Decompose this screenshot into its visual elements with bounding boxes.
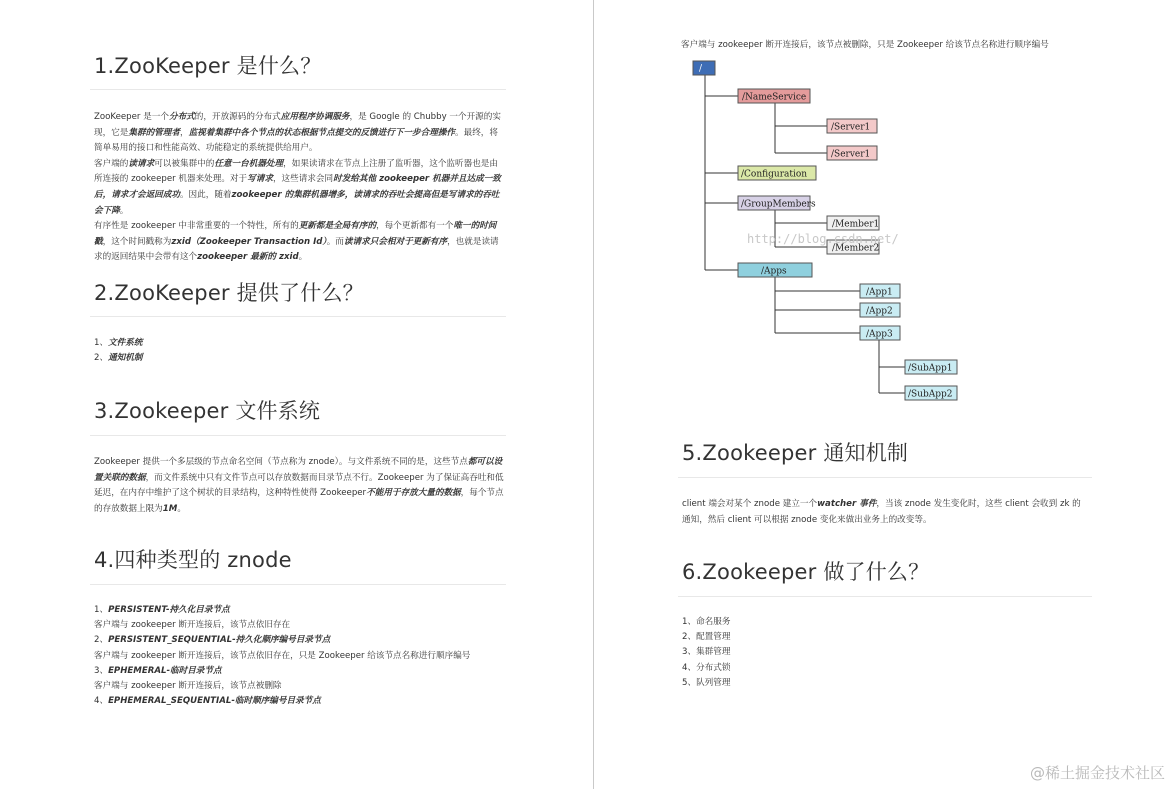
emphasis-text: zxid（Zookeeper Transaction Id） <box>171 236 327 247</box>
body-text: ，而文件系统中只有文件节点可以存放数据而目录节点不行。Zookeeper 为了保证高吞吐和低延迟，在内存中维护了这个树状的目录结构，这种特性使得 Zookeeper <box>94 472 504 499</box>
svg-text:/: / <box>699 64 703 74</box>
section-2-list <box>94 336 142 366</box>
tree-node-subapp2 <box>905 386 957 400</box>
right-top-line: 客户端与 zookeeper 断开连接后，该节点被删除，只是 Zookeeper 给该节点名称进行顺序编号 <box>681 40 1049 50</box>
list-item-number: 2、 <box>94 353 109 364</box>
list-item-number: 3、 <box>682 647 697 658</box>
list-item <box>94 694 470 709</box>
tree-node-server1-b <box>827 146 877 160</box>
emphasis-text: 分布式 <box>168 112 195 122</box>
body-text: 。 <box>119 205 129 216</box>
body-text: Zookeeper 提供一个多层级的节点命名空间（节点称为 znode）。与文件系统不同的是，这些节点 <box>94 457 468 467</box>
section-1-para-1 <box>94 110 506 157</box>
znode-tree-diagram <box>595 0 1173 420</box>
svg-text:/App3: /App3 <box>866 329 893 340</box>
list-item-number: 2、 <box>682 632 697 643</box>
list-item-number: 5、 <box>682 677 697 688</box>
list-item <box>94 351 142 366</box>
section-1-title: 1.ZooKeeper 是什么？ <box>94 54 322 78</box>
section-1-para-3 <box>94 219 506 266</box>
section-5-body <box>682 497 1087 528</box>
body-text: 客户端的 <box>94 158 129 169</box>
svg-text:/NameService: /NameService <box>742 92 807 103</box>
list-item-text: EPHEMERAL_SEQUENTIAL-临时顺序编号目录节点 <box>108 696 321 707</box>
section-5-title: 5.Zookeeper 通知机制 <box>682 441 909 465</box>
emphasis-text: 都可以设置关联的数据 <box>94 457 503 483</box>
body-text: ，当该 znode 发生变化时，这些 client 会收到 zk 的通知，然后 client 可以根据 znode 变化来做出业务上的改变等。 <box>682 499 1081 525</box>
tree-node-app3 <box>860 326 900 340</box>
list-item <box>94 664 470 679</box>
body-text: 的，开放源码的分布式 <box>194 112 281 122</box>
body-text: ，这些请求会同 <box>272 174 334 185</box>
body-text: ，是 Google 的 Chubby 一个开源的实现，它是 <box>94 112 501 138</box>
list-item-text: PERSISTENT_SEQUENTIAL-持久化顺序编号目录节点 <box>108 635 331 646</box>
section-3-title: 3.Zookeeper 文件系统 <box>94 399 321 423</box>
section-4-rule <box>90 584 506 585</box>
svg-text:/App1: /App1 <box>866 287 893 298</box>
list-item-number: 1、 <box>682 617 697 627</box>
emphasis-text: 时发给其他 zookeeper 机器并且达成一致后，请求才会返回成功 <box>94 174 501 200</box>
emphasis-text: zookeeper 的集群机器增多，读请求的吞吐会提高但是写请求的吞吐会下降 <box>94 189 500 216</box>
section-1-para-2 <box>94 157 506 219</box>
list-item <box>682 615 730 630</box>
section-3-para <box>94 455 506 517</box>
body-text: 。 <box>177 503 186 514</box>
list-item-number: 1、 <box>94 338 109 348</box>
tree-node-configuration <box>738 166 816 180</box>
tree-node-server1-a <box>827 119 877 133</box>
tree-node-nameservice <box>738 89 810 103</box>
section-3-body <box>94 455 506 517</box>
tree-node-subapp1 <box>905 360 957 374</box>
section-4-list <box>94 603 470 709</box>
svg-text:/Configuration: /Configuration <box>741 169 808 180</box>
emphasis-text: 任意一台机器处理 <box>214 158 284 169</box>
section-2-title: 2.ZooKeeper 提供了什么？ <box>94 281 364 305</box>
right-page <box>595 0 1173 789</box>
svg-text:/App2: /App2 <box>866 306 893 317</box>
tree-node-app1 <box>860 284 900 298</box>
svg-text:/SubApp2: /SubApp2 <box>908 389 953 400</box>
svg-text:/Member1: /Member1 <box>832 219 880 230</box>
emphasis-text: 1M <box>162 503 178 514</box>
emphasis-text: 唯一的时间戳 <box>94 221 497 247</box>
tree-node-groupmembers <box>738 196 816 210</box>
list-item <box>682 661 730 676</box>
list-item <box>94 633 470 648</box>
body-text: ，每个更新都有一个 <box>376 221 454 232</box>
list-item-text: 队列管理 <box>696 677 731 688</box>
svg-text:/SubApp1: /SubApp1 <box>908 363 953 374</box>
tree-node-app2 <box>860 303 900 317</box>
list-item <box>94 649 470 664</box>
emphasis-text: 不能用于存放大量的数据 <box>366 488 461 499</box>
list-item-text: 命名服务 <box>696 617 731 627</box>
body-text: 。 <box>298 252 308 263</box>
emphasis-text: 更新都是全局有序的 <box>298 221 377 232</box>
list-item <box>94 618 470 633</box>
list-item-number: 1、 <box>94 605 109 615</box>
svg-text:/Server1: /Server1 <box>831 122 871 133</box>
section-1-body <box>94 110 506 266</box>
section-4-title: 4.四种类型的 znode <box>94 548 292 572</box>
tree-node-apps <box>738 263 812 277</box>
svg-text:/Server1: /Server1 <box>831 149 871 160</box>
list-item-text: 配置管理 <box>696 632 731 643</box>
body-text: ，这个时间戳称为 <box>102 236 172 247</box>
body-text: 有序性是 zookeeper 中非常重要的一个特性，所有的 <box>94 221 299 232</box>
emphasis-text: zookeeper 最新的 zxid <box>197 252 299 263</box>
emphasis-text: 监视着集群中各个节点的状态根据节点提交的反馈进行下一步合理操作 <box>188 127 455 138</box>
list-item-text: EPHEMERAL-临时目录节点 <box>108 665 222 676</box>
corner-watermark: @稀土掘金技术社区 <box>1029 764 1165 782</box>
section-5-rule <box>678 477 1092 478</box>
list-item-text: 客户端与 zookeeper 断开连接后，该节点依旧存在，只是 Zookeeper 给该节点名称进行顺序编号 <box>94 650 471 661</box>
list-item-text: 通知机制 <box>108 353 143 364</box>
body-text: 可以被集群中的 <box>154 158 215 169</box>
body-text: client 端会对某个 znode 建立一个 <box>682 499 818 509</box>
svg-text:/GroupMembers: /GroupMembers <box>741 199 816 210</box>
body-text: ZooKeeper 是一个 <box>94 112 169 122</box>
section-6-title: 6.Zookeeper 做了什么？ <box>682 560 930 584</box>
svg-text:/Apps: /Apps <box>761 266 787 277</box>
page-divider <box>593 0 594 789</box>
body-text: ， <box>179 127 189 138</box>
section-3-rule <box>90 435 506 436</box>
emphasis-text: 应用程序协调服务 <box>280 112 350 122</box>
list-item-text: 客户端与 zookeeper 断开连接后，该节点被删除 <box>94 681 282 692</box>
body-text: ，每个节点的存放数据上限为 <box>94 488 504 514</box>
list-item-text: 分布式锁 <box>696 662 731 673</box>
body-text: 。而 <box>326 236 344 247</box>
emphasis-text: 写请求 <box>247 174 273 185</box>
tree-node-member1 <box>827 216 879 230</box>
section-2-rule <box>90 316 506 317</box>
list-item-text: 客户端与 zookeeper 断开连接后，该节点依旧存在 <box>94 620 291 631</box>
list-item-number: 3、 <box>94 665 109 676</box>
list-item <box>682 645 730 660</box>
body-text: ，如果读请求在节点上注册了监听器，这个监听器也是由所连接的 zookeeper 机器来处理。对于 <box>94 158 498 185</box>
diagram-watermark-url: http://blog.csdn.net/ <box>747 232 899 246</box>
tree-node-root <box>693 61 715 75</box>
emphasis-text: watcher 事件 <box>817 499 877 509</box>
emphasis-text: 集群的管理者 <box>128 127 180 138</box>
list-item <box>94 603 470 618</box>
emphasis-text: 读请求只会相对于更新有序 <box>343 236 448 247</box>
body-text: 。因此，随着 <box>179 189 232 200</box>
list-item <box>94 336 142 351</box>
body-text: 。最终，将简单易用的接口和性能高效、功能稳定的系统提供给用户。 <box>94 127 498 154</box>
svg-text:/Member2: /Member2 <box>832 243 880 254</box>
section-6-list <box>682 615 730 691</box>
body-text: ，也就是读请求的返回结果中会带有这个 <box>94 236 499 263</box>
list-item <box>682 676 730 691</box>
list-item-number: 4、 <box>94 696 109 707</box>
list-item-number: 2、 <box>94 635 109 646</box>
list-item-text: 文件系统 <box>108 338 143 348</box>
list-item-number: 4、 <box>682 662 697 673</box>
section-5-para <box>682 497 1087 528</box>
list-item <box>94 679 470 694</box>
section-1-rule <box>90 89 506 90</box>
list-item-text: PERSISTENT-持久化目录节点 <box>108 605 230 615</box>
list-item-text: 集群管理 <box>696 647 731 658</box>
emphasis-text: 读请求 <box>128 158 155 169</box>
section-6-rule <box>678 596 1092 597</box>
list-item <box>682 630 730 645</box>
